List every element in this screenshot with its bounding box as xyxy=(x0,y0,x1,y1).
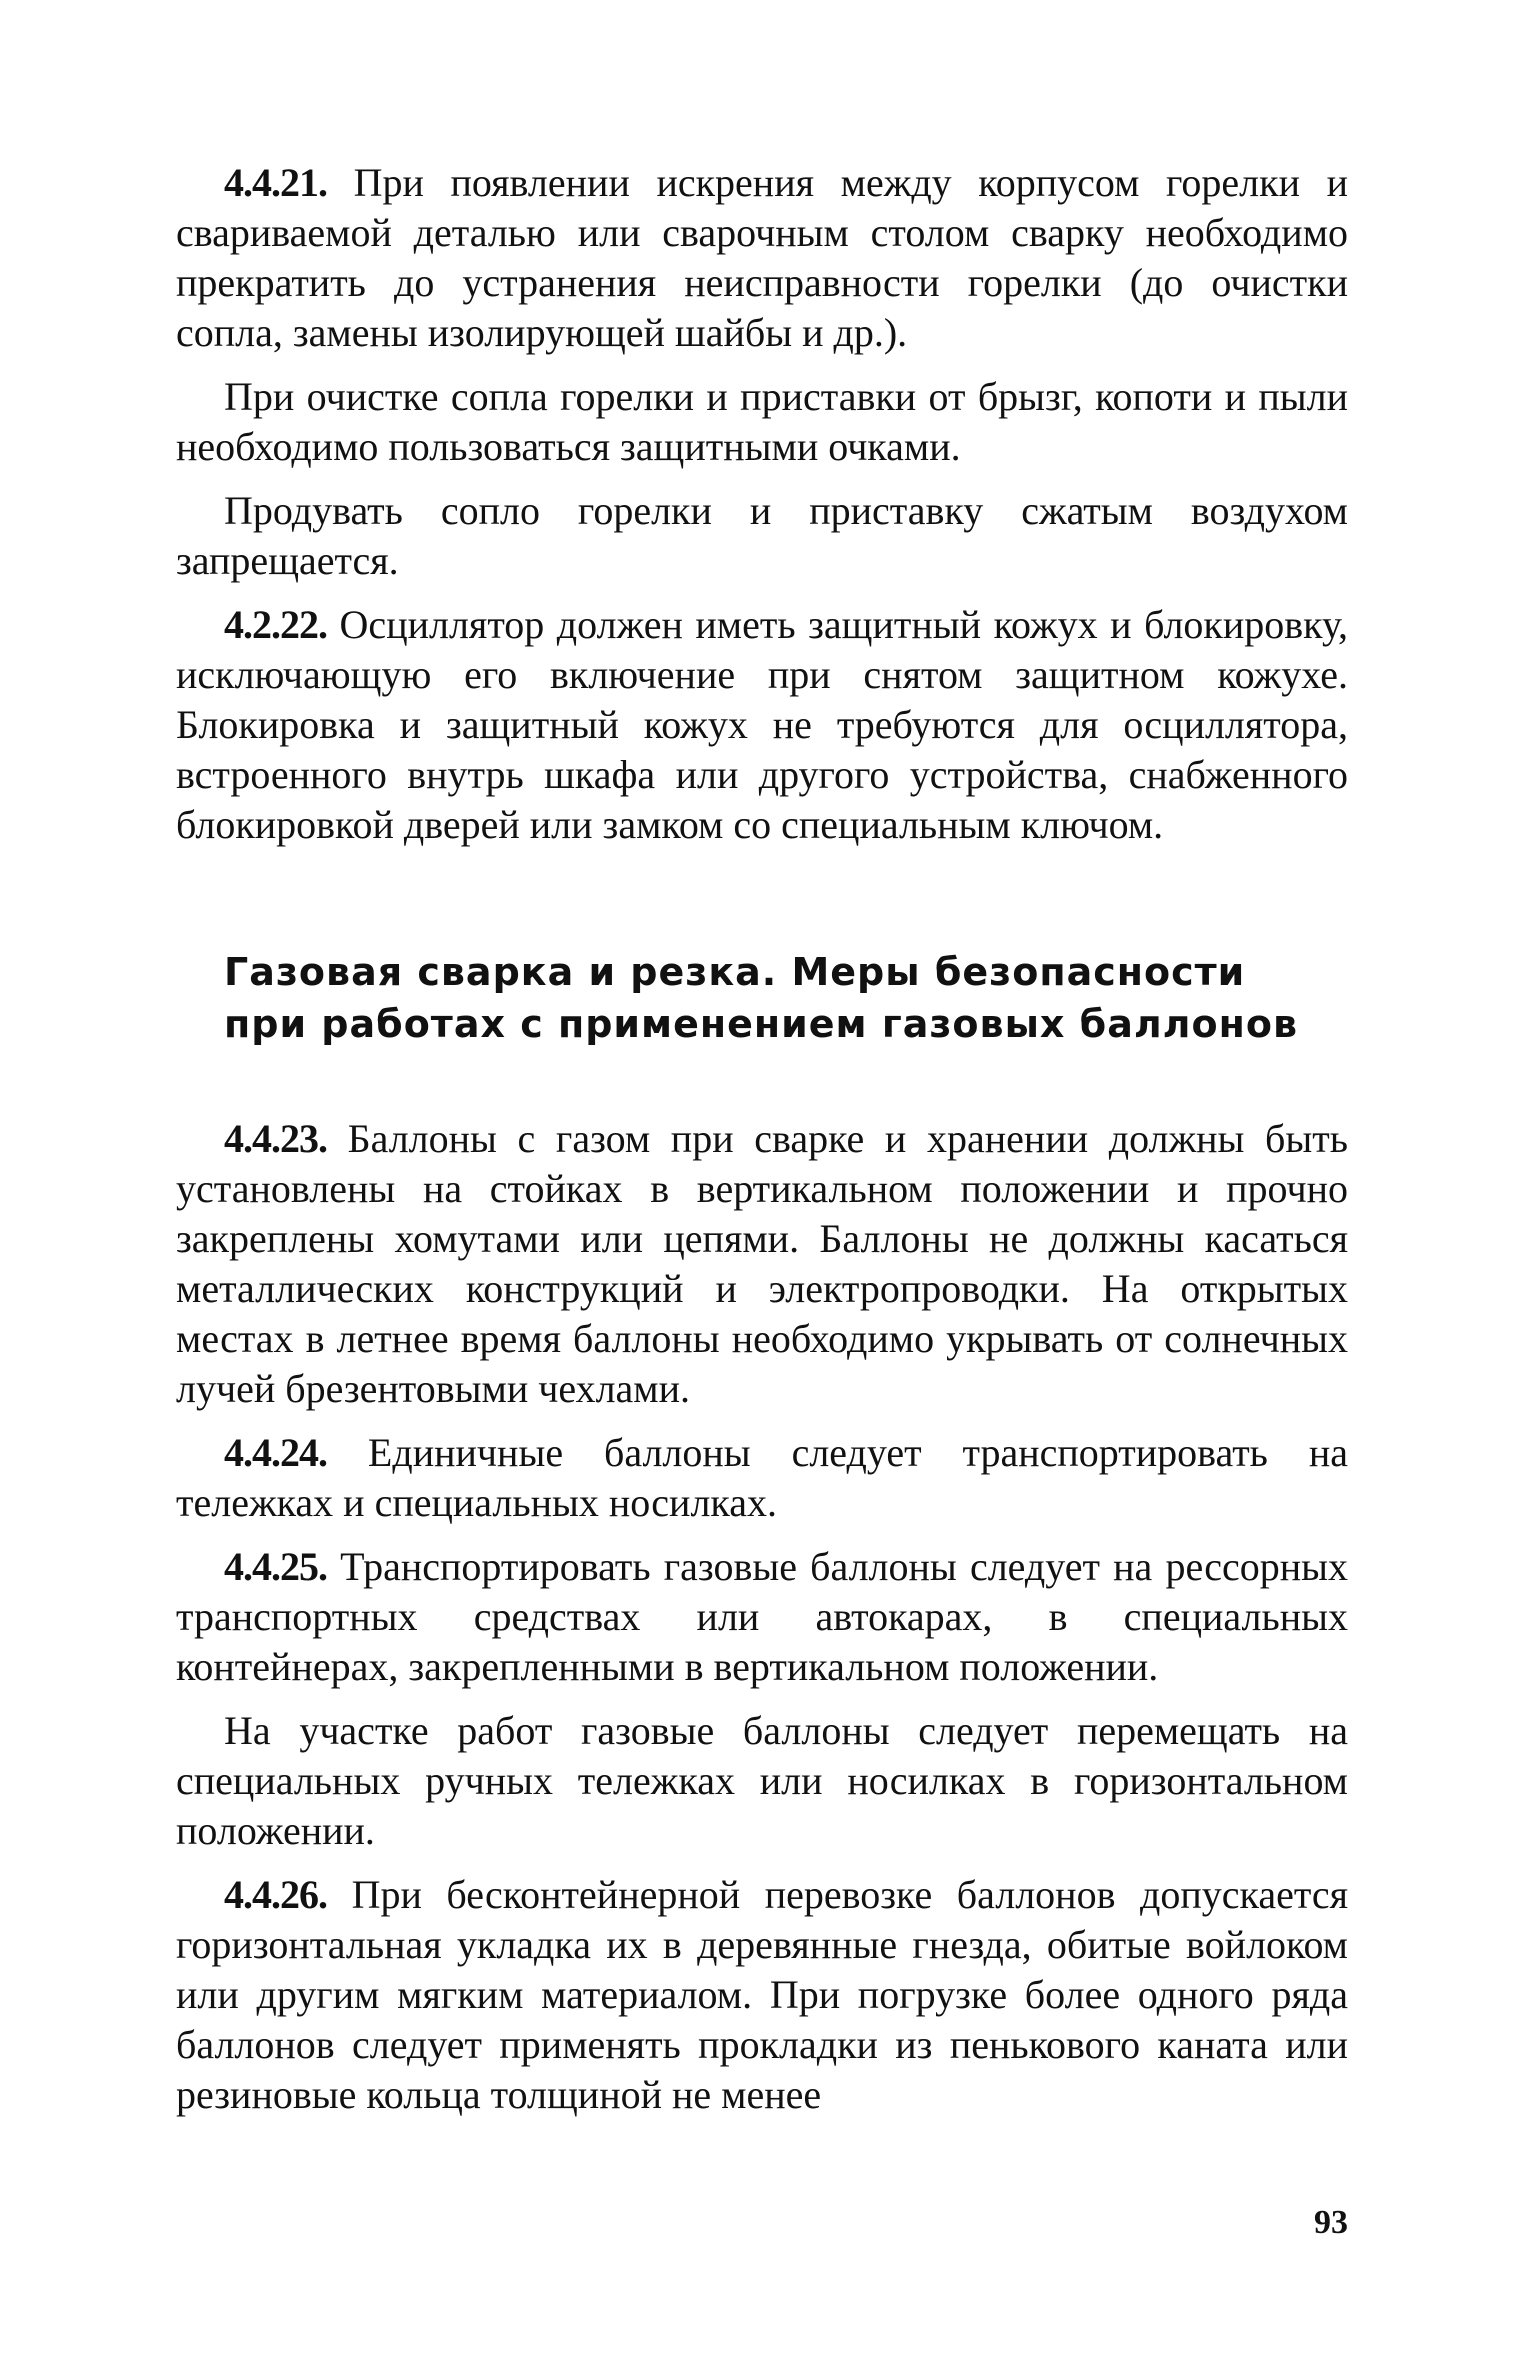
section-heading-line-1: Газовая сварка и резка. Меры безопасности xyxy=(224,950,1246,994)
clause-number: 4.4.23. xyxy=(224,1116,327,1161)
paragraph-text: Транспортировать газовые баллоны следует на рессорных транспортных средствах или автокарах, в специальных контейнерах, закрепленными в вертикальном положении. xyxy=(176,1544,1348,1689)
paragraph-text: При появлении искрения между корпусом горелки и свариваемой деталью или сварочным столом сварку необходимо прекратить до устранения неисправности горелки (до очистки сопла, замены изолирующей шайбы и др.). xyxy=(176,160,1348,355)
document-page xyxy=(176,158,1348,2134)
section-heading xyxy=(224,946,1348,1050)
paragraph-text: Баллоны с газом при сварке и хранении должны быть установлены на стойках в вертикальном положении и прочно закреплены хомутами или цепями. Баллоны не должны касаться металлических конструкций и электропроводки. На открытых местах в летнее время баллоны необходимо укрывать от солнечных лучей брезентовыми чехлами. xyxy=(176,1116,1348,1411)
section-heading-line-2: при работах с применением газовых баллонов xyxy=(224,1002,1299,1046)
paragraph-text: При бесконтейнерной перевозке баллонов допускается горизонтальная укладка их в деревянные гнезда, обитые войлоком или другим мягким материалом. При погрузке более одного ряда баллонов следует применять прокладки из пенькового каната или резиновые кольца толщиной не менее xyxy=(176,1872,1349,2117)
clause-number: 4.4.21. xyxy=(224,160,327,205)
clause-number: 4.2.22. xyxy=(224,602,327,647)
paragraph-4-4-26 xyxy=(176,1870,1348,2120)
paragraph-text: На участке работ газовые баллоны следует перемещать на специальных ручных тележках или носилках в горизонтальном положении. xyxy=(176,1708,1348,1853)
paragraph-nozzle-cleaning xyxy=(176,372,1348,472)
paragraph-4-4-25 xyxy=(176,1542,1348,1692)
paragraph-text: Продувать сопло горелки и приставку сжатым воздухом запрещается. xyxy=(176,488,1348,583)
paragraph-text: Осциллятор должен иметь защитный кожух и блокировку, исключающую его включение при снятом защитном кожухе. Блокировка и защитный кожух не требуются для осциллятора, встроенного внутрь шкафа или другого устройства, снабженного блокировкой дверей или замком со специальным ключом. xyxy=(176,602,1349,847)
paragraph-4-4-24 xyxy=(176,1428,1348,1528)
clause-number: 4.4.24. xyxy=(224,1430,327,1475)
clause-number: 4.4.26. xyxy=(224,1872,327,1917)
paragraph-blowing-prohibited xyxy=(176,486,1348,586)
paragraph-4-4-23 xyxy=(176,1114,1348,1414)
paragraph-4-2-22 xyxy=(176,600,1348,850)
clause-number: 4.4.25. xyxy=(224,1544,327,1589)
paragraph-text: При очистке сопла горелки и приставки от брызг, копоти и пыли необходимо пользоваться защитными очками. xyxy=(176,374,1348,469)
paragraph-site-moving xyxy=(176,1706,1348,1856)
paragraph-4-4-21 xyxy=(176,158,1348,358)
page-number: 93 xyxy=(1314,2204,1348,2241)
paragraph-text: Единичные баллоны следует транспортировать на тележках и специальных носилках. xyxy=(176,1430,1348,1525)
